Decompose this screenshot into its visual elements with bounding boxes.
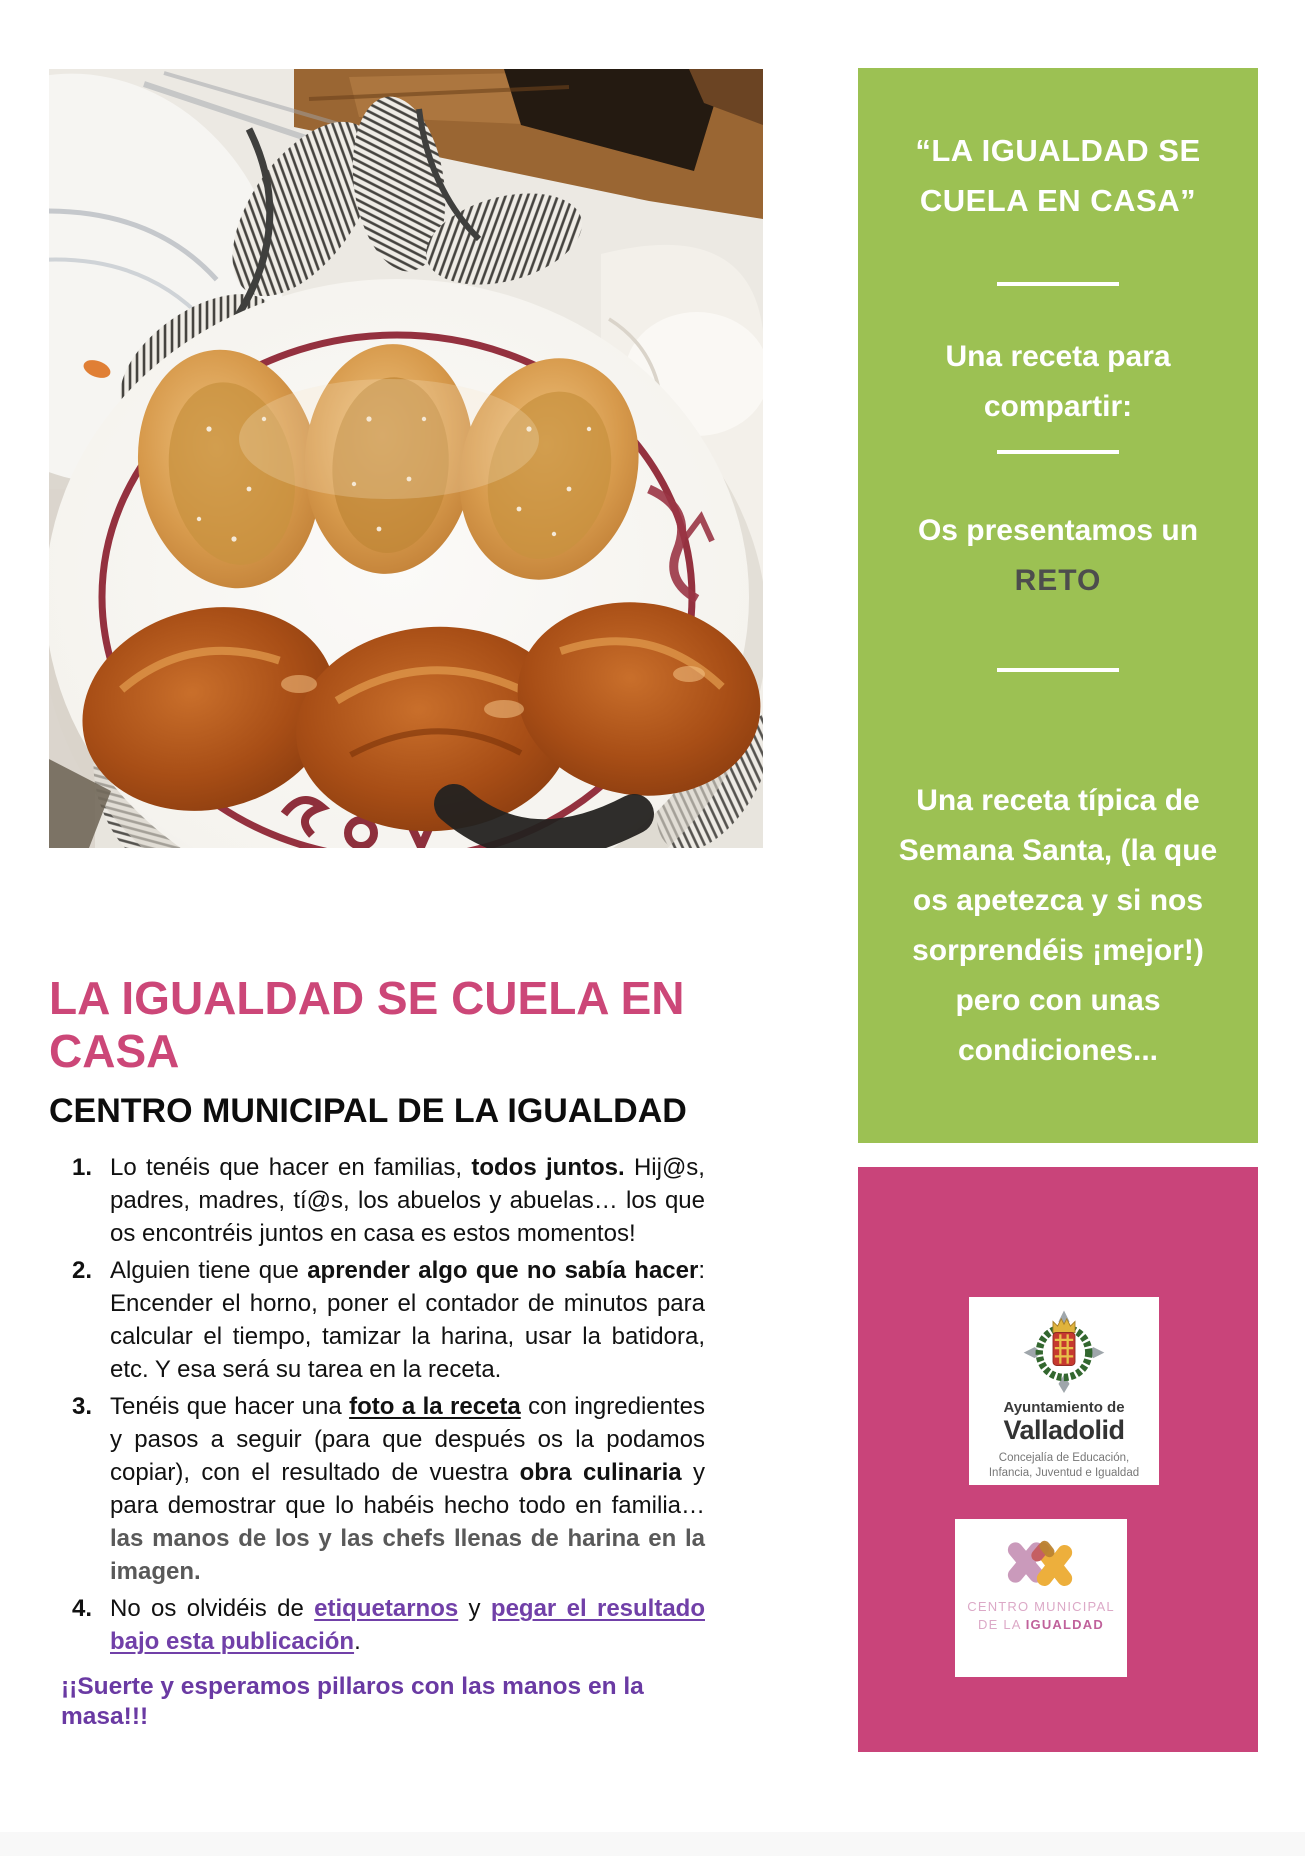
divider bbox=[997, 282, 1119, 286]
text-segment: : Encender el horno, poner el contador de minutos para calcular el tiempo, tamizar la harina, usar la batidora, etc. Y esa será su tarea en la receta. bbox=[110, 1257, 706, 1383]
sidebar-challenge: Una receta típica de Semana Santa, (la que os apetezca y si nos sorprendéis ¡mejor!) pero con unas condiciones... bbox=[898, 784, 1218, 1067]
centro-logo-line1: CENTRO MUNICIPAL bbox=[967, 1599, 1115, 1614]
text-segment: con ingredientes y pasos a seguir (para que después os la podamos copiar), con el resultado de vuestra bbox=[110, 1393, 705, 1486]
text-segment: Lo tenéis que hacer en familias, bbox=[110, 1154, 472, 1181]
valladolid-logo-line4: Infancia, Juventud e Igualdad bbox=[988, 1467, 1140, 1479]
green-sidebar bbox=[858, 68, 1258, 1143]
footer-strip bbox=[0, 1832, 1305, 1856]
sidebar-present-line bbox=[884, 506, 1232, 606]
list-item bbox=[110, 1592, 705, 1658]
text-segment: y para demostrar que lo habéis hecho todo en familia… bbox=[110, 1459, 705, 1519]
valladolid-logo-line1: Ayuntamiento de bbox=[1003, 1399, 1125, 1416]
centro-logo-line2 bbox=[955, 1616, 1127, 1634]
text-segment: Alguien tiene que bbox=[110, 1257, 308, 1284]
centro-logo-de-la: DE LA bbox=[978, 1617, 1026, 1632]
inline-link[interactable]: pegar el resultado bbox=[490, 1595, 705, 1622]
valladolid-crest-icon bbox=[1018, 1305, 1110, 1393]
instructions-list bbox=[49, 1151, 705, 1658]
list-item bbox=[110, 1254, 705, 1386]
torrijas-photo-illustration bbox=[49, 69, 763, 848]
valladolid-logo bbox=[969, 1297, 1159, 1485]
text-segment: y bbox=[458, 1595, 491, 1622]
list-item bbox=[110, 1151, 705, 1250]
divider bbox=[997, 450, 1119, 454]
inline-link[interactable]: etiquetarnos bbox=[314, 1595, 459, 1622]
main-content bbox=[49, 972, 705, 1732]
centro-logo-igualdad: IGUALDAD bbox=[1025, 1617, 1104, 1632]
centro-igualdad-logo bbox=[955, 1519, 1127, 1677]
sidebar-share-line: Una receta para compartir: bbox=[945, 340, 1171, 423]
recipe-photo bbox=[49, 69, 763, 848]
text-segment: todos juntos. bbox=[471, 1154, 625, 1181]
reto-text: RETO bbox=[1014, 564, 1102, 597]
text-segment: . bbox=[354, 1628, 361, 1655]
present-text: Os presentamos un bbox=[917, 514, 1199, 547]
divider bbox=[997, 668, 1119, 672]
page-title: LA IGUALDAD SE CUELA EN CASA bbox=[49, 972, 685, 1077]
inline-link[interactable]: bajo esta publicación bbox=[110, 1628, 355, 1655]
list-item bbox=[110, 1390, 705, 1588]
text-segment: obra culinaria bbox=[519, 1459, 682, 1486]
centro-igualdad-x-icon bbox=[981, 1531, 1101, 1591]
valladolid-logo-line2: Valladolid bbox=[1003, 1415, 1125, 1445]
text-segment: Tenéis que hacer una bbox=[110, 1393, 350, 1420]
sidebar-quote: “LA IGUALDAD SE CUELA EN CASA” bbox=[915, 133, 1201, 218]
text-segment: No os olvidéis de bbox=[110, 1595, 315, 1622]
text-segment: foto a la receta bbox=[349, 1393, 521, 1420]
text-segment: aprender algo que no sabía hacer bbox=[307, 1257, 699, 1284]
text-segment: Hij@s, padres, madres, tí@s, los abuelos y abuelas… los que os encontréis juntos en casa es estos momentos! bbox=[110, 1154, 705, 1247]
closing-line: ¡¡Suerte y esperamos pillaros con las manos en la masa!!! bbox=[61, 1673, 644, 1730]
page-subtitle: CENTRO MUNICIPAL DE LA IGUALDAD bbox=[49, 1092, 687, 1130]
text-segment: las manos de los y las chefs llenas de harina en la imagen. bbox=[110, 1525, 705, 1585]
valladolid-logo-line3: Concejalía de Educación, bbox=[998, 1452, 1130, 1464]
pink-logo-panel bbox=[858, 1167, 1258, 1752]
